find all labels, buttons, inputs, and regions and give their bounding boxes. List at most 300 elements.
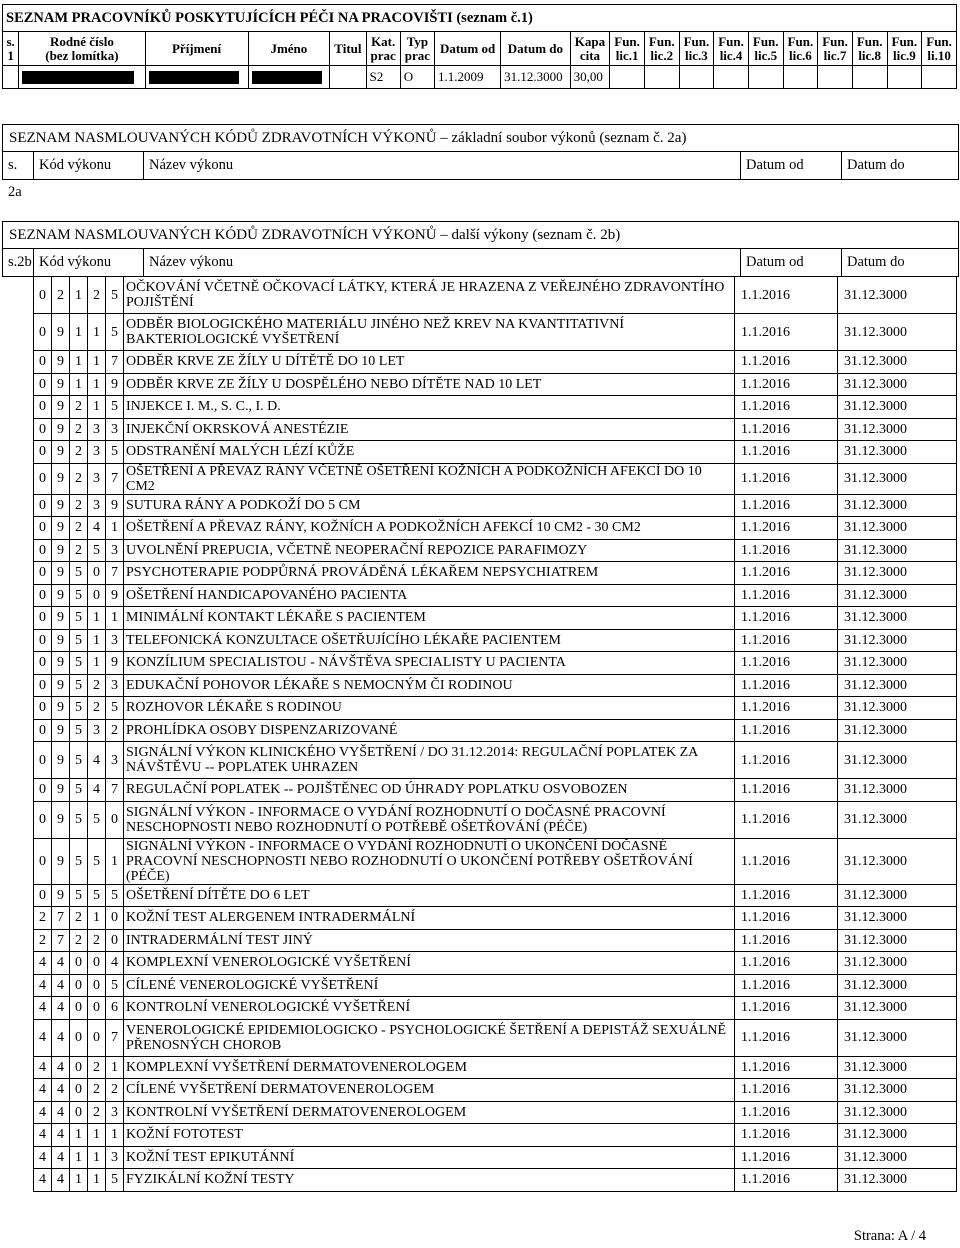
table-row [34,539,957,562]
date-from: 1.1.2016 [735,884,838,907]
procedure-name: ODBĚR BIOLOGICKÉHO MATERIÁLU JINÉHO NEŽ KREV NA KVANTITATIVNÍ BAKTERIOLOGICKÉ VYŠETŘENÍ [124,314,735,351]
date-to: 31.12.3000 [838,952,957,975]
section-2a-header [3,152,958,200]
code-digit: 4 [34,1079,52,1102]
date-from: 1.1.2016 [735,1124,838,1147]
date-from: 1.1.2016 [735,539,838,562]
staff-cell-fl [610,66,645,89]
table-row [34,517,957,540]
code-digit: 2 [34,907,52,930]
procedure-name: ROZHOVOR LÉKAŘE S RODINOU [124,697,735,720]
staff-cell-fl [922,66,957,89]
date-to: 31.12.3000 [838,494,957,517]
code-digit: 7 [106,562,124,585]
code-digit: 5 [70,652,88,675]
table-row [34,884,957,907]
staff-cell-s [3,66,19,89]
code-digit: 0 [88,584,106,607]
procedure-name: OŠETŘENÍ HANDICAPOVANÉHO PACIENTA [124,584,735,607]
code-digit: 0 [34,396,52,419]
header-line-2: prac [370,47,396,63]
code-digit: 9 [52,742,70,779]
header-line-1: Fun. [891,33,918,49]
date-from: 1.1.2016 [735,517,838,540]
code-digit: 0 [34,463,52,494]
code-digit: 9 [52,801,70,838]
section-2b-header [3,249,958,276]
header-line-1: Fun. [614,33,640,49]
code-digit: 3 [106,418,124,441]
header-line-1: s. [6,33,15,49]
date-to: 31.12.3000 [838,742,957,779]
header-line-1: Příjmení [171,40,222,56]
redaction [22,71,134,84]
staff-header-cell [248,32,330,66]
code-digit: 4 [34,1056,52,1079]
code-digit: 5 [70,607,88,630]
code-digit: 9 [106,494,124,517]
code-digit: 4 [52,997,70,1020]
code-digit: 9 [106,373,124,396]
code-digit: 0 [106,907,124,930]
col-code: Kód výkonu [34,249,144,276]
table-row [34,441,957,464]
date-from: 1.1.2016 [735,742,838,779]
date-from: 1.1.2016 [735,314,838,351]
staff-header-cell [501,32,571,66]
code-digit: 9 [52,779,70,802]
section-2b [2,221,959,277]
code-digit: 2 [70,929,88,952]
staff-table-title-row [3,5,957,32]
code-digit: 4 [106,952,124,975]
date-from: 1.1.2016 [735,779,838,802]
code-digit: 0 [34,607,52,630]
code-digit: 5 [70,719,88,742]
code-digit: 0 [70,1079,88,1102]
procedure-name: CÍLENÉ VYŠETŘENÍ DERMATOVENEROLOGEM [124,1079,735,1102]
date-from: 1.1.2016 [735,1146,838,1169]
code-digit: 1 [88,314,106,351]
header-line-1: Fun. [926,33,952,49]
code-digit: 9 [52,697,70,720]
date-from: 1.1.2016 [735,1019,838,1056]
code-digit: 7 [106,463,124,494]
date-to: 31.12.3000 [838,719,957,742]
code-digit: 9 [52,562,70,585]
code-digit: 1 [70,1169,88,1192]
staff-header-cell [783,32,818,66]
staff-header-cell [922,32,957,66]
procedure-name: PROHLÍDKA OSOBY DISPENZARIZOVANÉ [124,719,735,742]
table-row [34,719,957,742]
header-line-1: Fun. [787,33,814,49]
header-line-1: Jméno [270,40,308,56]
code-digit: 0 [34,742,52,779]
staff-cell-typ: O [400,66,434,89]
table-row [34,929,957,952]
procedure-name: SIGNÁLNÍ VÝKON - INFORMACE O VYDÁNÍ ROZHODNUTÍ O DOČASNÉ PRACOVNÍ NESCHOPNOSTI NEBO ROZHODNUTÍ O POTŘEBĚ OŠETŘOVÁNÍ (PÉČE) [124,801,735,838]
staff-cell-fl [714,66,749,89]
code-digit: 0 [88,562,106,585]
procedure-name: MINIMÁLNÍ KONTAKT LÉKAŘE S PACIENTEM [124,607,735,630]
code-digit: 0 [70,1101,88,1124]
col-s: s. 2a [3,152,34,179]
date-from: 1.1.2016 [735,1169,838,1192]
code-digit: 4 [88,517,106,540]
header-line-2: lic.5 [754,47,778,63]
code-digit: 9 [52,584,70,607]
code-digit: 3 [106,674,124,697]
staff-cell-kat: S2 [366,66,400,89]
code-digit: 2 [88,277,106,314]
section-2a [2,124,959,200]
code-digit: 1 [88,629,106,652]
procedure-name: OŠETŘENÍ A PŘEVAZ RÁNY VČETNĚ OŠETŘENÍ KOŽNÍCH A PODKOŽNÍCH AFEKCÍ DO 10 CM2 [124,463,735,494]
code-digit: 1 [106,1056,124,1079]
date-to: 31.12.3000 [838,652,957,675]
date-to: 31.12.3000 [838,277,957,314]
header-line-2: (bez lomítka) [45,47,119,63]
procedure-name: CÍLENÉ VENEROLOGICKÉ VYŠETŘENÍ [124,974,735,997]
date-from: 1.1.2016 [735,277,838,314]
code-digit: 4 [52,952,70,975]
code-digit: 2 [88,1079,106,1102]
code-digit: 2 [70,907,88,930]
staff-header-cell [400,32,434,66]
staff-cell-do: 31.12.3000 [501,66,571,89]
table-row [34,396,957,419]
code-digit: 5 [106,974,124,997]
date-from: 1.1.2016 [735,674,838,697]
code-digit: 9 [52,494,70,517]
header-line-1: Rodné číslo [49,33,114,49]
code-digit: 2 [70,494,88,517]
code-digit: 3 [106,1146,124,1169]
code-digit: 0 [88,974,106,997]
procedure-name: KONTROLNÍ VENEROLOGICKÉ VYŠETŘENÍ [124,997,735,1020]
code-digit: 4 [52,1146,70,1169]
code-digit: 5 [106,697,124,720]
code-digit: 0 [34,539,52,562]
code-digit: 5 [70,801,88,838]
col-to: Datum do [847,157,905,173]
date-to: 31.12.3000 [838,539,957,562]
date-to: 31.12.3000 [838,1056,957,1079]
code-digit: 0 [34,494,52,517]
table-row [34,562,957,585]
staff-header-cell [330,32,366,66]
code-digit: 1 [70,1124,88,1147]
date-to: 31.12.3000 [838,463,957,494]
code-digit: 5 [70,697,88,720]
procedure-name: INJEKCE I. M., S. C., I. D. [124,396,735,419]
code-digit: 0 [34,562,52,585]
code-digit: 5 [70,674,88,697]
col-to: Datum do [847,254,905,270]
date-to: 31.12.3000 [838,373,957,396]
staff-cell-title [330,66,366,89]
table-row [34,277,957,314]
code-digit: 0 [34,884,52,907]
code-digit: 0 [34,517,52,540]
staff-header-cell [818,32,853,66]
code-digit: 4 [88,779,106,802]
procedure-name: ODSTRANĚNÍ MALÝCH LÉZÍ KŮŽE [124,441,735,464]
code-digit: 2 [70,539,88,562]
code-digit: 0 [88,1019,106,1056]
code-digit: 1 [88,1146,106,1169]
staff-table-row [3,66,957,89]
header-line-2: cita [579,47,601,63]
code-digit: 4 [34,1146,52,1169]
table-row [34,1124,957,1147]
header-line-1: Fun. [856,33,883,49]
date-to: 31.12.3000 [838,1124,957,1147]
code-digit: 5 [106,1169,124,1192]
code-digit: 3 [106,539,124,562]
code-digit: 0 [34,652,52,675]
staff-table-header-row [3,32,957,66]
table-row [34,1056,957,1079]
section-2b-title: SEZNAM NASMLOUVANÝCH KÓDŮ ZDRAVOTNÍCH VÝKONŮ – další výkony (seznam č. 2b) [3,222,958,249]
table-row [34,838,957,884]
date-to: 31.12.3000 [838,697,957,720]
staff-header-cell [679,32,714,66]
code-digit: 4 [34,952,52,975]
code-digit: 1 [88,907,106,930]
code-digit: 5 [70,884,88,907]
code-digit: 0 [34,373,52,396]
code-digit: 0 [34,801,52,838]
code-digit: 9 [52,351,70,374]
code-digit: 1 [88,351,106,374]
header-line-2: lic.1 [615,47,639,63]
procedure-name: KONTROLNÍ VYŠETŘENÍ DERMATOVENEROLOGEM [124,1101,735,1124]
code-digit: 2 [88,1056,106,1079]
code-digit: 3 [106,1101,124,1124]
header-line-2: lic.2 [650,47,674,63]
code-digit: 4 [52,1019,70,1056]
date-to: 31.12.3000 [838,418,957,441]
procedure-name: PSYCHOTERAPIE PODPŮRNÁ PROVÁDĚNÁ LÉKAŘEM NEPSYCHIATREM [124,562,735,585]
code-digit: 9 [52,838,70,884]
code-digit: 1 [106,838,124,884]
table-row [34,652,957,675]
code-digit: 0 [70,997,88,1020]
code-digit: 9 [52,396,70,419]
col-name: Název výkonu [144,249,741,276]
code-digit: 0 [34,441,52,464]
code-digit: 9 [106,652,124,675]
date-to: 31.12.3000 [838,974,957,997]
code-digit: 4 [34,1019,52,1056]
procedure-name: EDUKAČNÍ POHOVOR LÉKAŘE S NEMOCNÝM ČI RODINOU [124,674,735,697]
date-from: 1.1.2016 [735,801,838,838]
code-digit: 3 [88,418,106,441]
code-digit: 1 [70,277,88,314]
code-digit: 1 [106,607,124,630]
code-digit: 9 [52,607,70,630]
code-digit: 0 [34,351,52,374]
procedure-name: OŠETŘENÍ DÍTĚTE DO 6 LET [124,884,735,907]
col-name: Název výkonu [144,152,741,179]
staff-header-cell [887,32,922,66]
code-digit: 0 [34,838,52,884]
table-row [34,801,957,838]
code-digit: 2 [88,929,106,952]
table-row [34,1146,957,1169]
code-digit: 9 [52,441,70,464]
code-digit: 7 [106,1019,124,1056]
date-from: 1.1.2016 [735,719,838,742]
table-row [34,674,957,697]
staff-cell-fl [783,66,818,89]
code-digit: 5 [70,629,88,652]
code-digit: 9 [52,373,70,396]
date-from: 1.1.2016 [735,907,838,930]
code-digit: 2 [70,441,88,464]
code-digit: 0 [34,629,52,652]
code-digit: 9 [52,314,70,351]
date-from: 1.1.2016 [735,838,838,884]
date-from: 1.1.2016 [735,1079,838,1102]
table-row [34,1079,957,1102]
code-digit: 1 [88,1169,106,1192]
procedure-name: REGULAČNÍ POPLATEK -- POJIŠTĚNEC OD ÚHRADY POPLATKU OSVOBOZEN [124,779,735,802]
date-from: 1.1.2016 [735,697,838,720]
date-from: 1.1.2016 [735,584,838,607]
date-from: 1.1.2016 [735,463,838,494]
code-digit: 0 [88,997,106,1020]
code-digit: 4 [34,1124,52,1147]
staff-cell-fl [748,66,783,89]
code-digit: 5 [70,584,88,607]
code-digit: 9 [52,884,70,907]
table-row [34,373,957,396]
table-row [34,742,957,779]
table-row [34,1019,957,1056]
staff-header-cell [366,32,400,66]
code-digit: 1 [88,652,106,675]
redaction [149,71,239,84]
code-digit: 4 [52,1101,70,1124]
code-digit: 2 [52,277,70,314]
code-digit: 2 [106,1079,124,1102]
code-digit: 2 [70,396,88,419]
date-from: 1.1.2016 [735,494,838,517]
code-digit: 5 [70,742,88,779]
table-row [34,584,957,607]
code-digit: 2 [70,517,88,540]
date-from: 1.1.2016 [735,629,838,652]
date-to: 31.12.3000 [838,997,957,1020]
code-digit: 0 [34,314,52,351]
code-digit: 5 [70,562,88,585]
date-to: 31.12.3000 [838,607,957,630]
header-line-1: Datum od [439,40,496,56]
header-line-2: lic.4 [719,47,743,63]
code-digit: 0 [34,719,52,742]
procedure-name: ODBĚR KRVE ZE ŽÍLY U DOSPĚLÉHO NEBO DÍTĚTE NAD 10 LET [124,373,735,396]
code-digit: 5 [106,441,124,464]
header-line-2: lic.7 [823,47,847,63]
procedure-name: SIGNÁLNÍ VÝKON KLINICKÉHO VYŠETŘENÍ / DO 31.12.2014: REGULAČNÍ POPLATEK ZA NÁVŠTĚVU -- POPLATEK UHRAZEN [124,742,735,779]
code-digit: 4 [52,1124,70,1147]
date-to: 31.12.3000 [838,441,957,464]
code-digit: 4 [34,1169,52,1192]
code-digit: 7 [52,907,70,930]
staff-header-cell [852,32,887,66]
code-digit: 3 [88,719,106,742]
table-row [34,494,957,517]
code-digit: 9 [52,629,70,652]
staff-table-title: SEZNAM PRACOVNÍKŮ POSKYTUJÍCÍCH PÉČI NA PRACOVIŠTI (seznam č.1) [3,5,957,32]
code-digit: 1 [70,373,88,396]
staff-cell-fl [818,66,853,89]
code-digit: 4 [52,1079,70,1102]
code-digit: 5 [88,801,106,838]
staff-table [2,4,957,89]
code-digit: 1 [70,351,88,374]
procedures-table [33,276,957,1192]
procedure-name: OČKOVÁNÍ VČETNĚ OČKOVACÍ LÁTKY, KTERÁ JE HRAZENA Z VEŘEJNÉHO ZDRAVONTÍHO POJIŠTĚNÍ [124,277,735,314]
date-from: 1.1.2016 [735,607,838,630]
procedure-name: FYZIKÁLNÍ KOŽNÍ TESTY [124,1169,735,1192]
table-row [34,314,957,351]
page-footer: Strana: A / 4 [853,1228,926,1244]
date-to: 31.12.3000 [838,351,957,374]
procedure-name: VENEROLOGICKÉ EPIDEMIOLOGICKO - PSYCHOLOGICKÉ ŠETŘENÍ A DEPISTÁŽ SEXUÁLNĚ PŘENOSNÝCH CHOROB [124,1019,735,1056]
code-digit: 1 [106,517,124,540]
date-from: 1.1.2016 [735,562,838,585]
date-to: 31.12.3000 [838,1169,957,1192]
staff-header-cell [714,32,749,66]
procedure-name: UVOLNĚNÍ PREPUCIA, VČETNĚ NEOPERAČNÍ REPOZICE PARAFIMOZY [124,539,735,562]
procedure-name: INJEKČNÍ OKRSKOVÁ ANESTÉZIE [124,418,735,441]
code-digit: 2 [88,674,106,697]
code-digit: 3 [88,463,106,494]
table-row [34,629,957,652]
code-digit: 4 [52,1169,70,1192]
procedure-name: SIGNÁLNÍ VÝKON - INFORMACE O VYDÁNÍ ROZHODNUTÍ O UKONČENÍ DOČASNÉ PRACOVNÍ NESCHOPNOSTI NEBO ROZHODNUTÍ O UKONČENÍ POTŘEBY OŠETŘOVÁNÍ (PÉČE) [124,838,735,884]
procedure-name: KOMPLEXNÍ VYŠETŘENÍ DERMATOVENEROLOGEM [124,1056,735,1079]
code-digit: 0 [34,584,52,607]
date-from: 1.1.2016 [735,351,838,374]
code-digit: 3 [106,742,124,779]
code-digit: 4 [52,1056,70,1079]
code-digit: 9 [52,719,70,742]
staff-cell-fl [887,66,922,89]
table-row [34,974,957,997]
code-digit: 0 [34,779,52,802]
code-digit: 9 [52,517,70,540]
date-to: 31.12.3000 [838,396,957,419]
header-line-1: Kat. [371,33,396,49]
code-digit: 7 [106,351,124,374]
code-digit: 7 [106,779,124,802]
date-from: 1.1.2016 [735,929,838,952]
code-digit: 2 [70,463,88,494]
code-digit: 1 [88,607,106,630]
col-code: Kód výkonu [34,152,144,179]
staff-header-cell [644,32,679,66]
code-digit: 1 [70,314,88,351]
date-from: 1.1.2016 [735,974,838,997]
code-digit: 4 [88,742,106,779]
header-line-2: lic.8 [858,47,882,63]
date-from: 1.1.2016 [735,441,838,464]
